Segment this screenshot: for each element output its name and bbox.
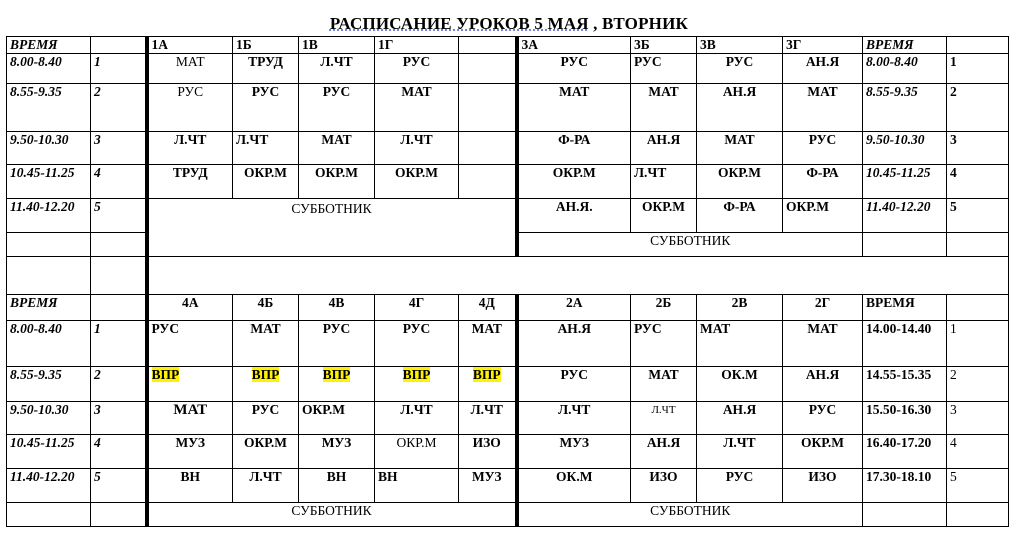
- lesson-cell: ОК.М: [517, 469, 631, 503]
- lesson-time: 9.50-10.30: [7, 132, 91, 165]
- lesson-number: 3: [91, 402, 147, 435]
- lesson-cell: ОКР.М: [697, 165, 783, 199]
- lesson-cell: МАТ: [517, 84, 631, 132]
- lesson-cell: АН.Я: [631, 132, 697, 165]
- lesson-cell: МАТ: [233, 321, 299, 367]
- num-header: [91, 37, 147, 54]
- lesson-cell: Ф-РА: [517, 132, 631, 165]
- lesson-number-right: 3: [947, 132, 1009, 165]
- lesson-cell: [375, 367, 459, 402]
- lesson-time: 10.45-11.25: [7, 435, 91, 469]
- lesson-cell: Л.ЧТ: [375, 402, 459, 435]
- empty-cell: [7, 503, 91, 527]
- lesson-cell: РУС: [147, 84, 233, 132]
- lesson-cell: МАТ: [697, 321, 783, 367]
- lesson-number: 5: [91, 199, 147, 233]
- subbotnik-cell: СУББОТНИК: [147, 199, 517, 257]
- lesson-number-right: 1: [947, 321, 1009, 367]
- lesson-time: 10.45-11.25: [7, 165, 91, 199]
- lesson-cell: РУС: [631, 54, 697, 84]
- lesson-cell: Ф-РА: [697, 199, 783, 233]
- time-header: ВРЕМЯ: [7, 295, 91, 321]
- lesson-cell: ОКР.М: [631, 199, 697, 233]
- lesson-cell: МАТ: [147, 54, 233, 84]
- class-header: 2Г: [783, 295, 863, 321]
- lesson-cell: ОКР.М: [299, 165, 375, 199]
- table-row: [7, 402, 1009, 435]
- lesson-cell: Л.ЧТ: [517, 402, 631, 435]
- lesson-cell: РУС: [375, 54, 459, 84]
- lesson-time-right: 8.55-9.35: [863, 84, 947, 132]
- lesson-cell: МАТ: [299, 132, 375, 165]
- lesson-cell: АН.Я: [783, 54, 863, 84]
- vpr-highlight: ВПР: [322, 367, 351, 382]
- lesson-cell: Л.ЧТ: [631, 402, 697, 435]
- bottom-header-row: [7, 295, 1009, 321]
- lesson-time-right: 15.50-16.30: [863, 402, 947, 435]
- lesson-cell: АН.Я: [517, 321, 631, 367]
- lesson-cell: МУЗ: [147, 435, 233, 469]
- lesson-cell: ОКР.М: [517, 165, 631, 199]
- lesson-cell: [459, 367, 517, 402]
- lesson-cell: ОК.М: [697, 367, 783, 402]
- lesson-time-right: 10.45-11.25: [863, 165, 947, 199]
- lesson-cell: РУС: [375, 321, 459, 367]
- lesson-cell: ВН: [147, 469, 233, 503]
- lesson-time: 8.00-8.40: [7, 54, 91, 84]
- lesson-cell: РУС: [517, 367, 631, 402]
- class-header: 3В: [697, 37, 783, 54]
- lesson-cell: РУС: [299, 321, 375, 367]
- lesson-cell: ТРУД: [147, 165, 233, 199]
- lesson-cell: ОКР.М: [233, 435, 299, 469]
- vpr-highlight: ВПР: [402, 367, 431, 382]
- vpr-highlight: ВПР: [151, 367, 180, 382]
- lesson-number-right: 4: [947, 435, 1009, 469]
- lesson-cell: ТРУД: [233, 54, 299, 84]
- lesson-cell: МУЗ: [517, 435, 631, 469]
- empty-cell: [147, 257, 1009, 295]
- lesson-cell: РУС: [233, 402, 299, 435]
- table-row: [7, 165, 1009, 199]
- empty-cell: [863, 233, 947, 257]
- table-row: [7, 367, 1009, 402]
- lesson-time: 8.00-8.40: [7, 321, 91, 367]
- spacer-row: [7, 257, 1009, 295]
- class-header: 4В: [299, 295, 375, 321]
- subbotnik-cell: СУББОТНИК: [517, 233, 863, 257]
- lesson-cell: ОКР.М: [783, 435, 863, 469]
- lesson-time: 9.50-10.30: [7, 402, 91, 435]
- num-header: [91, 295, 147, 321]
- class-header: 4Б: [233, 295, 299, 321]
- lesson-cell: [459, 54, 517, 84]
- lesson-cell: МАТ: [631, 84, 697, 132]
- empty-cell: [91, 257, 147, 295]
- lesson-cell: РУС: [783, 132, 863, 165]
- lesson-cell: РУС: [517, 54, 631, 84]
- subbotnik-cell: СУББОТНИК: [147, 503, 517, 527]
- lesson-cell: АН.Я: [697, 402, 783, 435]
- lesson-number-right: 3: [947, 402, 1009, 435]
- table-row: [7, 54, 1009, 84]
- table-row: [7, 84, 1009, 132]
- lesson-cell: МУЗ: [459, 469, 517, 503]
- empty-cell: [91, 503, 147, 527]
- lesson-number: 2: [91, 84, 147, 132]
- vpr-highlight: ВПР: [251, 367, 280, 382]
- subbotnik-cell: СУББОТНИК: [517, 503, 863, 527]
- lesson-cell: Л.ЧТ: [233, 469, 299, 503]
- class-header: 2Б: [631, 295, 697, 321]
- top-header-row: [7, 37, 1009, 54]
- lesson-cell: ОКР.М: [783, 199, 863, 233]
- num-header-right: [947, 37, 1009, 54]
- lesson-time: 11.40-12.20: [7, 469, 91, 503]
- lesson-cell: АН.Я: [697, 84, 783, 132]
- lesson-cell: РУС: [147, 321, 233, 367]
- lesson-cell: [459, 132, 517, 165]
- lesson-cell: МАТ: [631, 367, 697, 402]
- lesson-cell: ОКР.М: [375, 165, 459, 199]
- lesson-cell: Л.ЧТ: [299, 54, 375, 84]
- lesson-number-right: 2: [947, 84, 1009, 132]
- class-header: 2В: [697, 295, 783, 321]
- title-main: РАСПИСАНИЕ УРОКОВ 5 МАЯ: [329, 14, 589, 33]
- lesson-cell: РУС: [697, 54, 783, 84]
- lesson-number-right: 5: [947, 469, 1009, 503]
- class-header: 4Д: [459, 295, 517, 321]
- lesson-cell: РУС: [783, 402, 863, 435]
- lesson-time-right: 14.00-14.40: [863, 321, 947, 367]
- lesson-cell: АН.Я.: [517, 199, 631, 233]
- lesson-cell: МАТ: [783, 321, 863, 367]
- lesson-cell: ОКР.М: [375, 435, 459, 469]
- class-header: 4Г: [375, 295, 459, 321]
- lesson-time-right: 16.40-17.20: [863, 435, 947, 469]
- lesson-time: 8.55-9.35: [7, 84, 91, 132]
- page-title: [0, 14, 1018, 34]
- empty-cell: [7, 257, 91, 295]
- lesson-number: 3: [91, 132, 147, 165]
- lesson-number-right: 2: [947, 367, 1009, 402]
- lesson-cell: ИЗО: [783, 469, 863, 503]
- title-day: , ВТОРНИК: [588, 14, 689, 33]
- table-row: [7, 469, 1009, 503]
- class-header: 1А: [147, 37, 233, 54]
- time-header-right: ВРЕМЯ: [863, 37, 947, 54]
- class-header: 1Б: [233, 37, 299, 54]
- table-row: [7, 199, 1009, 233]
- class-header: 1В: [299, 37, 375, 54]
- lesson-cell: ОКР.М: [299, 402, 375, 435]
- empty-cell: [7, 233, 91, 257]
- class-header: 1Г: [375, 37, 459, 54]
- lesson-cell: МАТ: [783, 84, 863, 132]
- lesson-cell: ИЗО: [631, 469, 697, 503]
- lesson-cell: ИЗО: [459, 435, 517, 469]
- class-header: 3Б: [631, 37, 697, 54]
- empty-cell: [863, 503, 947, 527]
- lesson-time: 8.55-9.35: [7, 367, 91, 402]
- lesson-cell: [147, 367, 233, 402]
- lesson-cell: ВН: [375, 469, 459, 503]
- lesson-cell: РУС: [233, 84, 299, 132]
- lesson-cell: [299, 367, 375, 402]
- lesson-time-right: 11.40-12.20: [863, 199, 947, 233]
- lesson-cell: Л.ЧТ: [147, 132, 233, 165]
- lesson-time-right: 17.30-18.10: [863, 469, 947, 503]
- empty-cell: [947, 503, 1009, 527]
- lesson-cell: [233, 367, 299, 402]
- empty-cell: [947, 233, 1009, 257]
- lesson-cell: РУС: [697, 469, 783, 503]
- empty-cell: [91, 233, 147, 257]
- vpr-highlight: ВПР: [472, 367, 501, 382]
- lesson-cell: МАТ: [375, 84, 459, 132]
- lesson-cell: Л.ЧТ: [375, 132, 459, 165]
- lesson-number-right: 1: [947, 54, 1009, 84]
- class-header: 3А: [517, 37, 631, 54]
- lesson-cell: МАТ: [697, 132, 783, 165]
- time-header-right: ВРЕМЯ: [863, 295, 947, 321]
- table-row: [7, 321, 1009, 367]
- lesson-number: 5: [91, 469, 147, 503]
- lesson-cell: ВН: [299, 469, 375, 503]
- class-header: [459, 37, 517, 54]
- class-header: 3Г: [783, 37, 863, 54]
- lesson-cell: МАТ: [459, 321, 517, 367]
- lesson-cell: МАТ: [147, 402, 233, 435]
- lesson-cell: РУС: [631, 321, 697, 367]
- lesson-number: 1: [91, 54, 147, 84]
- lesson-number-right: 4: [947, 165, 1009, 199]
- num-header-right: [947, 295, 1009, 321]
- lesson-number-right: 5: [947, 199, 1009, 233]
- schedule-table: [6, 36, 1009, 527]
- lesson-time-right: 9.50-10.30: [863, 132, 947, 165]
- lesson-cell: [459, 165, 517, 199]
- lesson-cell: [459, 84, 517, 132]
- table-row: [7, 132, 1009, 165]
- lesson-cell: Л.ЧТ: [233, 132, 299, 165]
- lesson-cell: АН.Я: [631, 435, 697, 469]
- class-header: 2А: [517, 295, 631, 321]
- class-header: 4А: [147, 295, 233, 321]
- lesson-cell: Л.ЧТ: [631, 165, 697, 199]
- lesson-time: 11.40-12.20: [7, 199, 91, 233]
- lesson-number: 1: [91, 321, 147, 367]
- lesson-time-right: 8.00-8.40: [863, 54, 947, 84]
- table-row: [7, 503, 1009, 527]
- lesson-cell: ОКР.М: [233, 165, 299, 199]
- lesson-cell: РУС: [299, 84, 375, 132]
- lesson-number: 4: [91, 435, 147, 469]
- lesson-cell: МУЗ: [299, 435, 375, 469]
- lesson-time-right: 14.55-15.35: [863, 367, 947, 402]
- lesson-cell: АН.Я: [783, 367, 863, 402]
- lesson-cell: Л.ЧТ: [459, 402, 517, 435]
- lesson-number: 4: [91, 165, 147, 199]
- lesson-cell: Л.ЧТ: [697, 435, 783, 469]
- lesson-number: 2: [91, 367, 147, 402]
- time-header: ВРЕМЯ: [7, 37, 91, 54]
- table-row: [7, 435, 1009, 469]
- lesson-cell: Ф-РА: [783, 165, 863, 199]
